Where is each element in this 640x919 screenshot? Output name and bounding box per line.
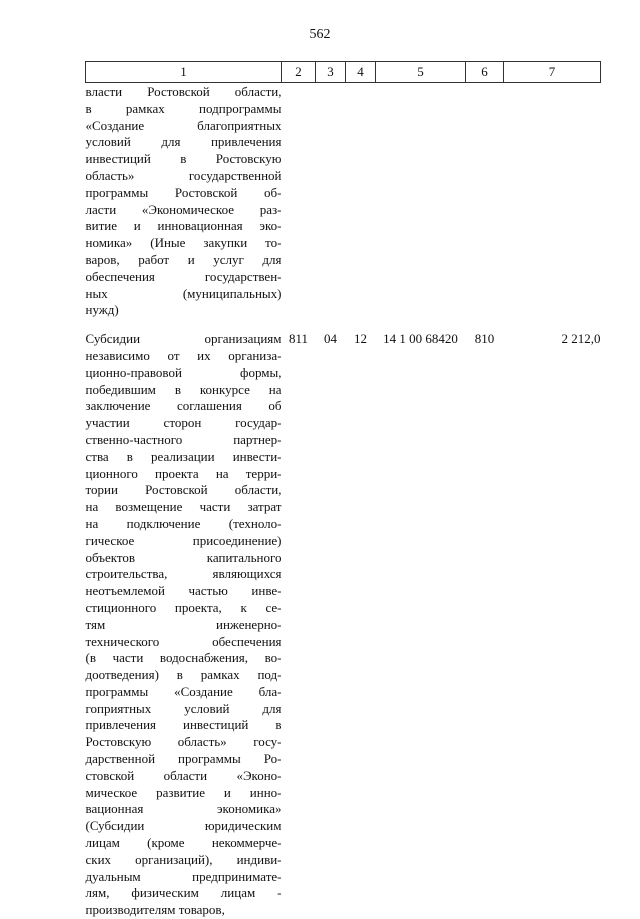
- description-line: (Субсидии юридическим: [85, 818, 282, 834]
- description-line: лям, физическим лицам -: [85, 885, 282, 901]
- description-line: (в части водоснабжения, во-: [85, 650, 282, 666]
- description-line: стовской области «Эконо-: [85, 767, 282, 783]
- description-line: тям инженерно-: [85, 616, 282, 632]
- row-description: [86, 331, 282, 919]
- description-line: лицам (кроме некоммерче-: [85, 835, 282, 851]
- description-line: область» государственной: [85, 167, 282, 183]
- description-line: доотведения) в рамках под-: [85, 667, 282, 683]
- target-item-code: 14 1 00 68420: [383, 331, 458, 347]
- ministry-code: 811: [288, 331, 309, 347]
- table-row: [86, 83, 601, 332]
- description-line: в рамках подпрограммы: [85, 100, 282, 116]
- description-line: обеспечения государствен-: [85, 268, 282, 284]
- row-description: [86, 83, 282, 332]
- target-item-code: [376, 83, 466, 332]
- description-line: производителям товаров,: [85, 902, 225, 918]
- column-header-2: 2: [282, 62, 316, 83]
- description-line: витие и инновационная эко-: [85, 218, 282, 234]
- table-header-row: [86, 62, 601, 83]
- description-line: программы «Создание бла-: [85, 683, 282, 699]
- description-line: тории Ростовской области,: [85, 482, 282, 498]
- description-line: власти Ростовской области,: [85, 84, 282, 99]
- description-line: участии сторон государ-: [85, 415, 282, 431]
- description-line: условий для привлечения: [85, 134, 282, 150]
- description-line: на подключение (техноло-: [85, 515, 282, 531]
- description-line: ства в реализации инвести-: [85, 448, 282, 464]
- description-line: инвестиций в Ростовскую: [85, 151, 282, 167]
- subsection-code: [346, 83, 376, 332]
- subsection-code: 12: [354, 331, 367, 347]
- description-line: Ростовскую область» госу-: [85, 734, 282, 750]
- expense-type-code: [466, 83, 504, 332]
- description-line: технического обеспечения: [85, 633, 282, 649]
- description-line: независимо от их организа-: [85, 347, 282, 363]
- column-header-4: 4: [346, 62, 376, 83]
- budget-table: [85, 61, 601, 919]
- description-line: дарственной программы Ро-: [85, 751, 282, 767]
- section-code: 04: [324, 331, 337, 347]
- description-line: ционного проекта на терри-: [85, 465, 282, 481]
- ministry-code: [282, 83, 316, 332]
- description-line: гическое присоединение): [85, 532, 282, 548]
- column-header-5: 5: [376, 62, 466, 83]
- description-line: гоприятных условий для: [85, 700, 282, 716]
- description-line: «Создание благоприятных: [85, 117, 282, 133]
- expense-type-code: 810: [474, 331, 495, 347]
- description-line: номика» (Иные закупки то-: [85, 235, 282, 251]
- description-line: стиционного проекта, к се-: [85, 599, 282, 615]
- description-line: объектов капитального: [85, 549, 282, 565]
- description-line: мическое развитие и инно-: [85, 784, 282, 800]
- section-code: [316, 83, 346, 332]
- description-line: неотъемлемой частью инве-: [85, 583, 282, 599]
- description-line: вационная экономика»: [85, 801, 282, 817]
- description-line: заключение соглашения об: [85, 398, 282, 414]
- table-row: [86, 331, 601, 919]
- column-header-6: 6: [466, 62, 504, 83]
- description-line: строительства, являющихся: [85, 566, 282, 582]
- description-line: на возмещение части затрат: [85, 499, 282, 515]
- description-line: дуальным предпринимате-: [85, 868, 282, 884]
- description-line: Субсидии организациям: [85, 331, 282, 347]
- description-line: программы Ростовской об-: [85, 184, 282, 200]
- description-line: нужд): [85, 302, 119, 318]
- column-header-1: 1: [86, 62, 282, 83]
- column-header-3: 3: [316, 62, 346, 83]
- description-line: ционно-правовой формы,: [85, 364, 282, 380]
- description-line: ских организаций), индиви-: [85, 851, 282, 867]
- description-line: привлечения инвестиций в: [85, 717, 282, 733]
- page-number: 562: [309, 27, 331, 42]
- description-line: ласти «Экономическое раз-: [85, 201, 282, 217]
- description-line: ственно-частного партнер-: [85, 431, 282, 447]
- description-line: победившим в конкурсе на: [85, 381, 282, 397]
- column-header-7: 7: [504, 62, 601, 83]
- amount: [504, 83, 601, 332]
- amount: 2 212,0: [561, 331, 601, 347]
- description-line: ных (муниципальных): [85, 285, 282, 301]
- description-line: варов, работ и услуг для: [85, 251, 282, 267]
